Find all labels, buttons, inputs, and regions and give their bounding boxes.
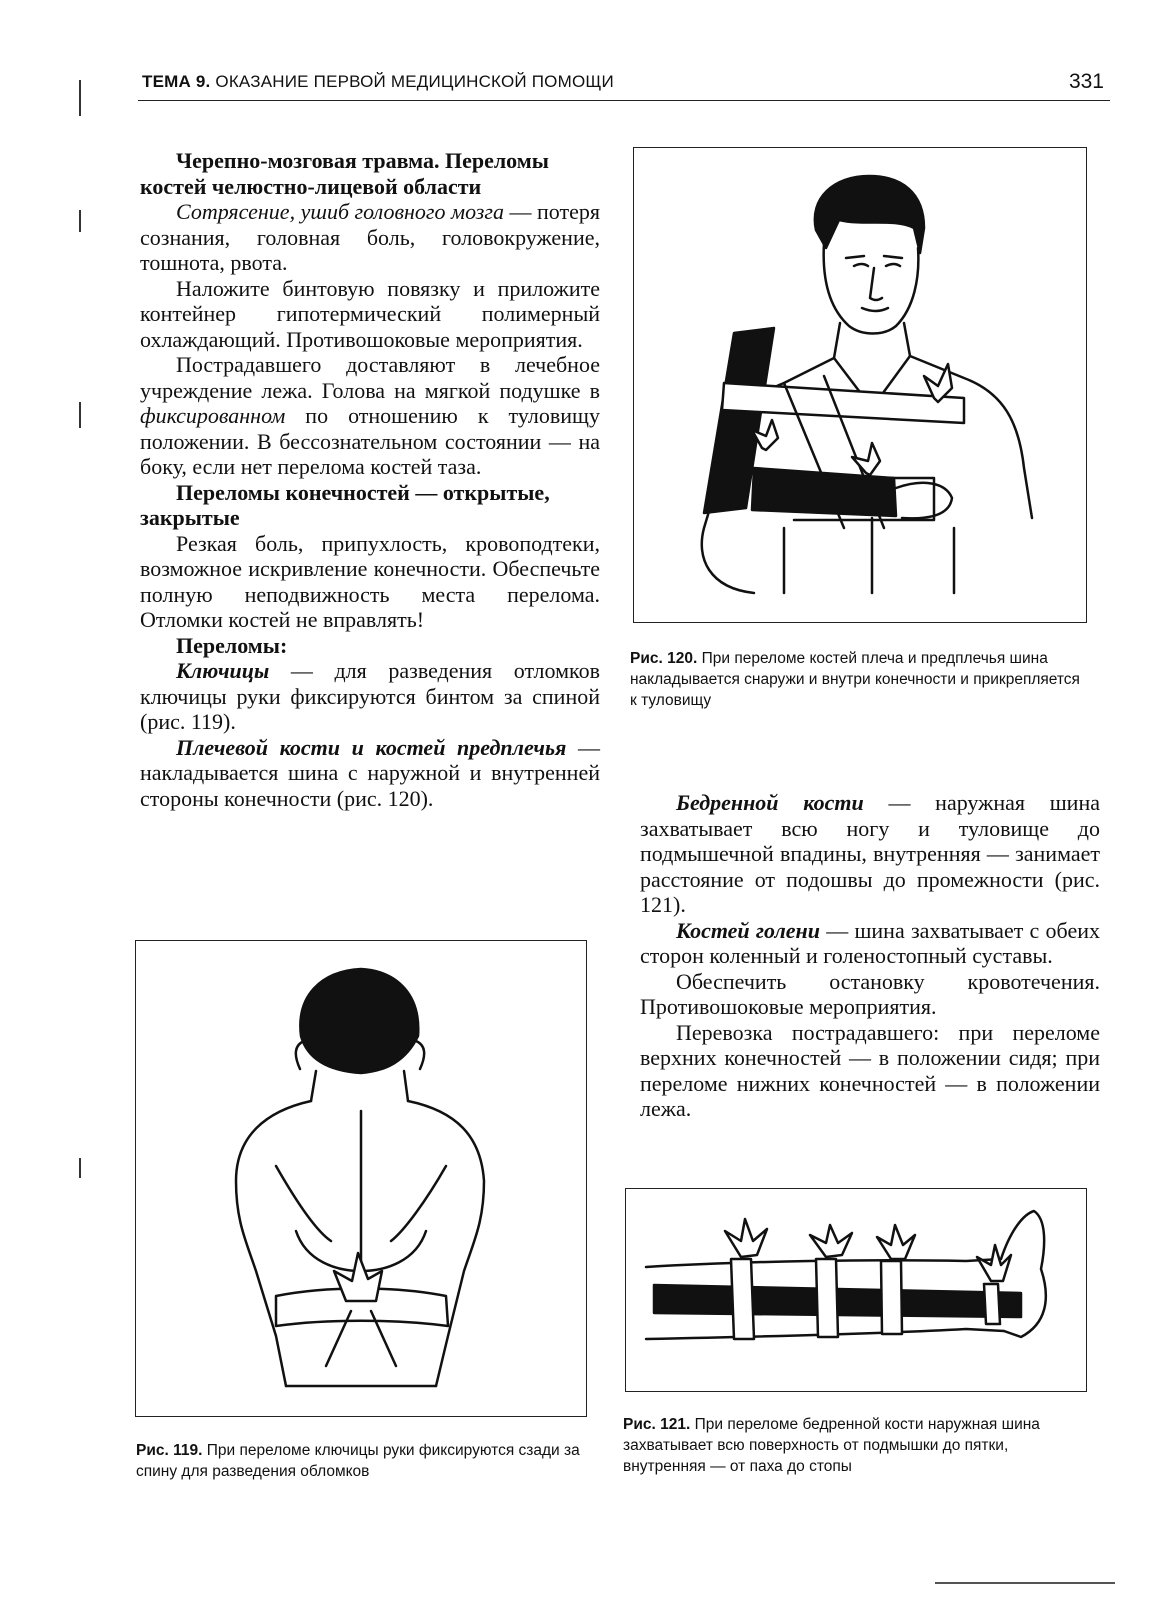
text: — шина захватывает с обеих сторон коленный и голеностопный суставы. xyxy=(640,917,1100,968)
femur-splint-drawing xyxy=(626,1189,1086,1391)
margin-mark xyxy=(79,402,81,428)
figure-120-illustration xyxy=(633,147,1087,623)
bottom-rule xyxy=(935,1582,1115,1584)
text: по отношению к туловищу положении. В бессознательном состоянии — на боку, если нет перелома костей таза. xyxy=(140,403,600,479)
running-header xyxy=(138,70,1110,101)
caption-text: При переломе костей плеча и предплечья шина накладывается снаружи и внутри конечности и прикрепляется к туловищу xyxy=(630,650,1080,709)
figure-121-caption xyxy=(623,1414,1085,1477)
figure-120-caption xyxy=(630,648,1090,711)
figure-label: Рис. 119. xyxy=(136,1442,203,1459)
text: — для разведения отломков ключицы руки фиксируются бинтом за спиной (рис. 119). xyxy=(140,658,600,734)
section-heading-head-trauma: Черепно-мозговая травма. Переломы костей челюстно-лицевой области xyxy=(140,148,549,199)
paragraph xyxy=(640,918,1100,969)
topic-title: ОКАЗАНИЕ ПЕРВОЙ МЕДИЦИНСКОЙ ПОМОЩИ xyxy=(215,72,614,91)
figure-label: Рис. 121. xyxy=(623,1416,691,1433)
figure-label: Рис. 120. xyxy=(630,650,698,667)
section-heading-limb-fractures: Переломы конечностей — открытые, закрытые xyxy=(140,479,550,530)
term: Ключицы xyxy=(176,658,270,683)
paragraph: Перевозка пострадавшего: при переломе верхних конечностей — в положении сидя; при переломе нижних конечностей — в положении лежа. xyxy=(640,1019,1100,1121)
topic-label: ТЕМА 9. xyxy=(142,72,211,91)
term: Бедренной кости xyxy=(676,790,864,815)
paragraph: Наложите бинтовую повязку и приложите контейнер гипотермический полимерный охлаждающий. Противошоковые мероприятия. xyxy=(140,275,600,352)
figure-119-caption xyxy=(136,1440,596,1482)
paragraph: Обеспечить остановку кровотечения. Противошоковые мероприятия. xyxy=(640,968,1100,1019)
clavicle-bandage-drawing xyxy=(136,941,586,1416)
left-column xyxy=(140,148,600,811)
term: Плечевой кости и костей предплечья xyxy=(176,734,567,760)
term: Сотрясение, ушиб головного мозга xyxy=(176,199,504,224)
text: — наружная шина захватывает всю ногу и туловище до подмышечной впадины, внутренняя — занимает расстояние от подошвы до промежности (рис. 121). xyxy=(640,790,1100,917)
paragraph xyxy=(140,735,600,812)
text: — потеря сознания, головная боль, головокружение, тошнота, рвота. xyxy=(140,199,600,275)
paragraph xyxy=(140,658,600,735)
right-column xyxy=(640,790,1100,1122)
page-number: 331 xyxy=(1068,70,1104,93)
arm-splint-drawing xyxy=(634,148,1086,622)
margin-mark xyxy=(79,80,81,116)
header-topic xyxy=(142,72,614,92)
paragraph xyxy=(640,790,1100,918)
figure-119-illustration xyxy=(135,940,587,1417)
figure-121-illustration xyxy=(625,1188,1087,1392)
emphasis: фиксированном xyxy=(140,403,286,428)
text: — накладывается шина с наружной и внутренней стороны конечности (рис. 120). xyxy=(140,734,601,811)
text: Пострадавшего доставляют в лечебное учреждение лежа. Голова на мягкой подушке в xyxy=(140,352,600,403)
caption-text: При переломе бедренной кости наружная шина захватывает всю поверхность от подмышки до пятки, внутренняя — от паха до стопы xyxy=(623,1416,1040,1475)
paragraph: Резкая боль, припухлость, кровоподтеки, возможное искривление конечности. Обеспечьте полную неподвижность места перелома. Отломки костей не вправлять! xyxy=(140,530,600,632)
paragraph xyxy=(140,352,600,480)
margin-mark xyxy=(79,1158,81,1178)
section-heading-fractures: Переломы: xyxy=(176,632,288,658)
margin-mark xyxy=(79,210,81,232)
caption-text: При переломе ключицы руки фиксируются сзади за спину для разведения обломков xyxy=(136,1442,580,1480)
paragraph xyxy=(140,199,600,276)
term: Костей голени xyxy=(676,917,820,943)
